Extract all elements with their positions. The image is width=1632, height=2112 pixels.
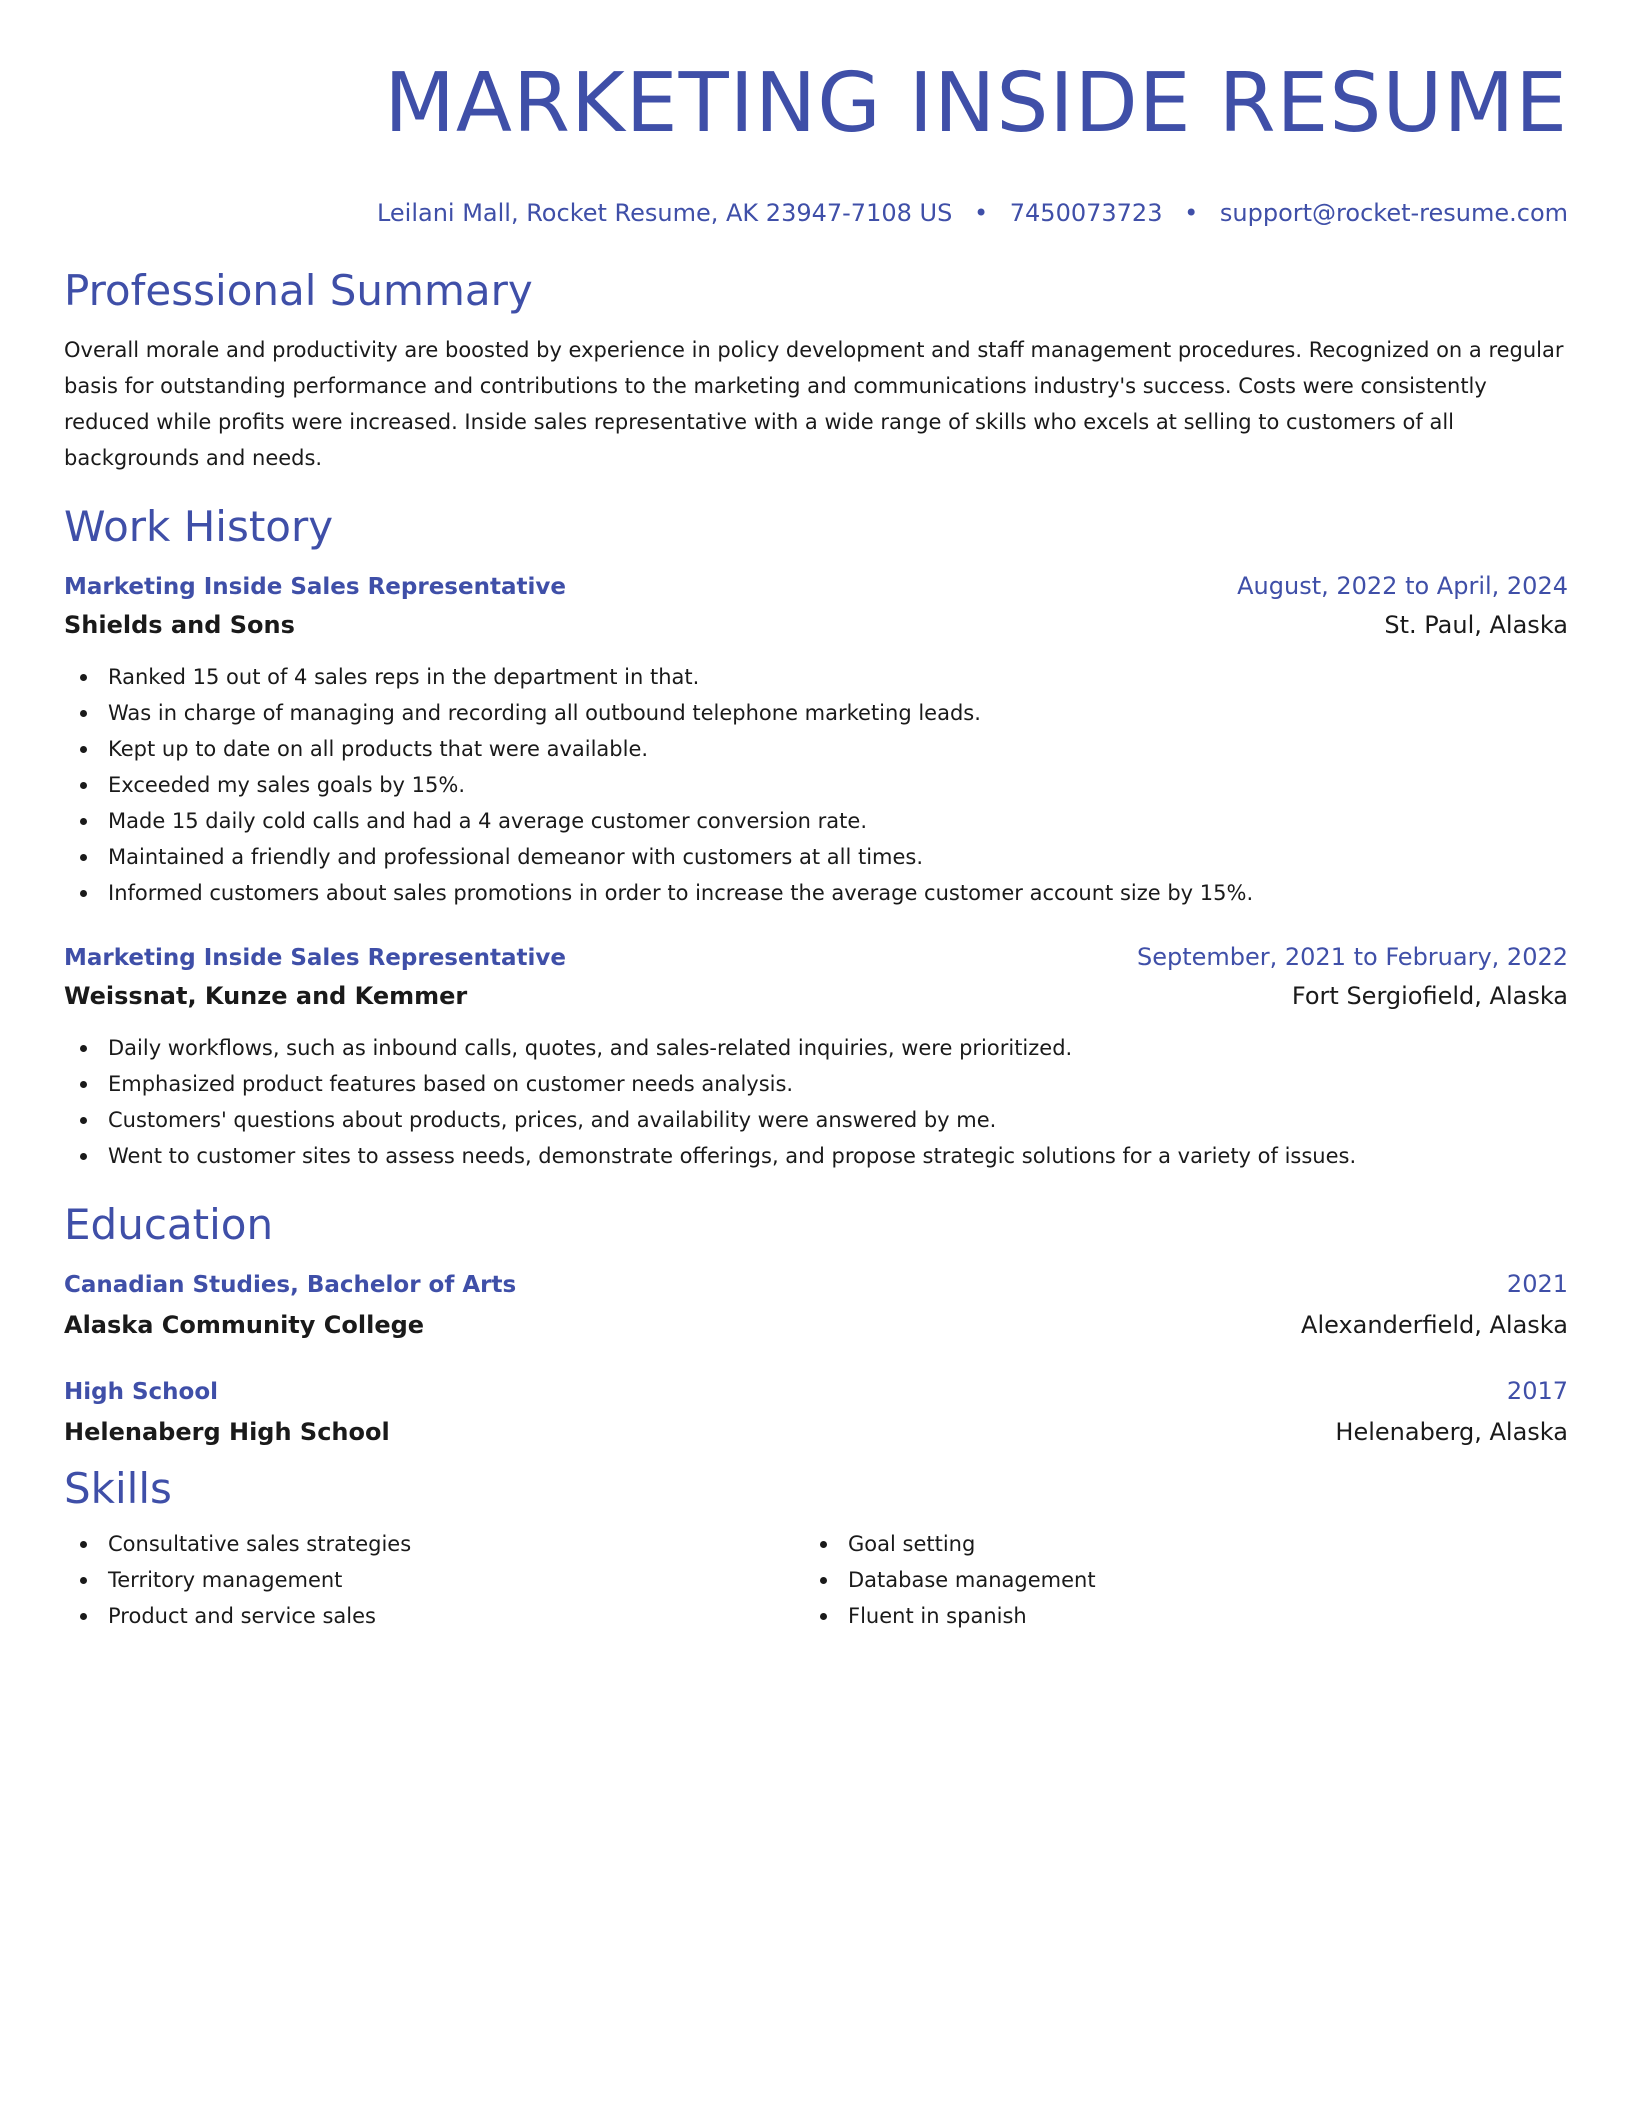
- work-entry-header: [64, 941, 1568, 974]
- job-title: Marketing Inside Sales Representative: [64, 945, 566, 971]
- contact-phone: 7450073723: [1009, 199, 1163, 227]
- work-entry-company-row: [64, 609, 1568, 641]
- work-entry: [64, 941, 1568, 1174]
- bullet-item: Maintained a friendly and professional demeanor with customers at all times.: [64, 839, 1568, 875]
- school-location: Helenaberg, Alaska: [1335, 1418, 1568, 1446]
- summary-text: Overall morale and productivity are boosted by experience in policy development and staff management procedures. Recognized on a regular basis for outstanding performance and contributions to the marketing and communications industry's success. Costs were consistently reduced while profits were increased. Inside sales representative with a wide range of skills who excels at selling to customers of all backgrounds and needs.: [64, 338, 1564, 470]
- bullet-item: Kept up to date on all products that were available.: [64, 731, 1568, 767]
- job-dates: September, 2021 to February, 2022: [1136, 943, 1568, 971]
- bullet-item: Ranked 15 out of 4 sales reps in the department in that.: [64, 659, 1568, 695]
- contact-separator: •: [1184, 199, 1199, 227]
- skill-item: Goal setting: [804, 1526, 1564, 1562]
- degree-title: Canadian Studies, Bachelor of Arts: [64, 1272, 517, 1298]
- contact-line: [64, 198, 1568, 228]
- contact-separator: •: [973, 199, 989, 227]
- bullet-item: Emphasized product features based on customer needs analysis.: [64, 1066, 1568, 1102]
- bullet-item: Made 15 daily cold calls and had a 4 average customer conversion rate.: [64, 803, 1568, 839]
- job-title: Marketing Inside Sales Representative: [64, 574, 566, 600]
- education-entry: [64, 1375, 1568, 1448]
- skills-bullets: [804, 1526, 1564, 1634]
- skill-item: Database management: [804, 1562, 1564, 1598]
- resume-name: MARKETING INSIDE RESUME: [384, 56, 1568, 151]
- bullet-item: Exceeded my sales goals by 15%.: [64, 767, 1568, 803]
- degree-title: High School: [64, 1379, 219, 1405]
- school-name: Alaska Community College: [64, 1311, 425, 1339]
- education-entry-school-row: [64, 1416, 1568, 1448]
- skill-item: Consultative sales strategies: [64, 1526, 804, 1562]
- work-entry-header: [64, 570, 1568, 603]
- skill-item: Product and service sales: [64, 1598, 804, 1634]
- work-entry-company-row: [64, 980, 1568, 1012]
- skills-bullets: [64, 1526, 804, 1634]
- job-location: St. Paul, Alaska: [1384, 611, 1568, 639]
- skill-item: Fluent in spanish: [804, 1598, 1564, 1634]
- education-entry: [64, 1268, 1568, 1341]
- job-location: Fort Sergiofield, Alaska: [1291, 982, 1568, 1010]
- education-entry-header: [64, 1268, 1568, 1301]
- school-location: Alexanderfield, Alaska: [1301, 1311, 1568, 1339]
- education-entry-school-row: [64, 1309, 1568, 1341]
- contact-email: support@rocket-resume.com: [1219, 199, 1568, 227]
- school-name: Helenaberg High School: [64, 1418, 390, 1446]
- skills-column-left: [64, 1526, 804, 1634]
- bullet-item: Went to customer sites to assess needs, demonstrate offerings, and propose strategic solutions for a variety of issues.: [64, 1138, 1568, 1174]
- contact-address: Leilani Mall, Rocket Resume, AK 23947-7108 US: [376, 199, 953, 227]
- work-history-heading: Work History: [64, 502, 334, 551]
- skills-heading: Skills: [64, 1464, 172, 1513]
- bullet-item: Customers' questions about products, prices, and availability were answered by me.: [64, 1102, 1568, 1138]
- bullet-item: Informed customers about sales promotions in order to increase the average customer account size by 15%.: [64, 875, 1568, 911]
- job-dates: August, 2022 to April, 2024: [1237, 572, 1568, 600]
- work-entry: [64, 570, 1568, 911]
- bullet-item: Daily workflows, such as inbound calls, quotes, and sales-related inquiries, were prioritized.: [64, 1030, 1568, 1066]
- skills-column-right: [804, 1526, 1564, 1634]
- company-name: Shields and Sons: [64, 611, 295, 639]
- skills-list: [64, 1526, 1568, 1634]
- skill-item: Territory management: [64, 1562, 804, 1598]
- company-name: Weissnat, Kunze and Kemmer: [64, 982, 468, 1010]
- bullet-item: Was in charge of managing and recording all outbound telephone marketing leads.: [64, 695, 1568, 731]
- summary-heading: Professional Summary: [64, 266, 533, 315]
- graduation-year: 2017: [1506, 1377, 1568, 1405]
- job-bullets: [64, 659, 1568, 911]
- graduation-year: 2021: [1506, 1270, 1568, 1298]
- education-entry-header: [64, 1375, 1568, 1408]
- education-heading: Education: [64, 1200, 274, 1249]
- job-bullets: [64, 1030, 1568, 1174]
